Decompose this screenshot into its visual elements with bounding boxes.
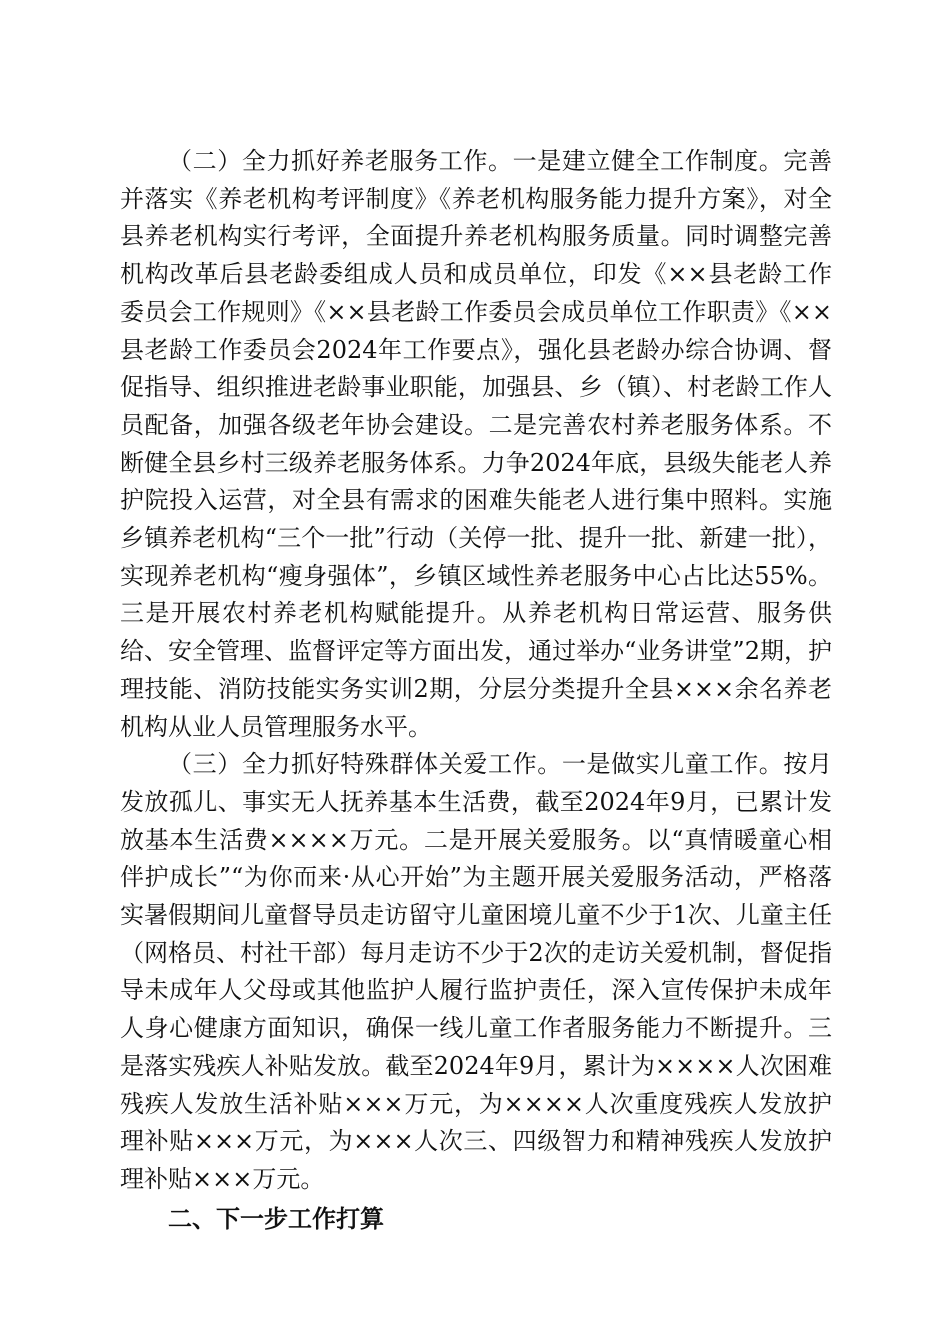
- document-body: [120, 143, 832, 1239]
- paragraph-elderly-care: （二）全力抓好养老服务工作。一是建立健全工作制度。完善并落实《养老机构考评制度》《养老机构服务能力提升方案》，对全县养老机构实行考评，全面提升养老机构服务质量。同时调整完善机构改革后县老龄委组成人员和成员单位，印发《××县老龄工作委员会工作规则》《××县老龄工作委员会成员单位工作职责》《××县老龄工作委员会2024年工作要点》，强化县老龄办综合协调、督促指导、组织推进老龄事业职能，加强县、乡（镇）、村老龄工作人员配备，加强各级老年协会建设。二是完善农村养老服务体系。不断健全县乡村三级养老服务体系。力争2024年底，县级失能老人养护院投入运营，对全县有需求的困难失能老人进行集中照料。实施乡镇养老机构“三个一批”行动（关停一批、提升一批、新建一批），实现养老机构“瘦身强体”，乡镇区域性养老服务中心占比达55%。三是开展农村养老机构赋能提升。从养老机构日常运营、服务供给、安全管理、监督评定等方面出发，通过举办“业务讲堂”2期，护理技能、消防技能实务实训2期，分层分类提升全县×××余名养老机构从业人员管理服务水平。: [120, 147, 832, 741]
- paragraph-special-groups: （三）全力抓好特殊群体关爱工作。一是做实儿童工作。按月发放孤儿、事实无人抚养基本生活费，截至2024年9月，已累计发放基本生活费××××万元。二是开展关爱服务。以“真情暖童心相伴护成长”“为你而来·从心开始”为主题开展关爱服务活动，严格落实暑假期间儿童督导员走访留守儿童困境儿童不少于1次、儿童主任（网格员、村社干部）每月走访不少于2次的走访关爱机制，督促指导未成年人父母或其他监护人履行监护责任，深入宣传保护未成年人身心健康方面知识，确保一线儿童工作者服务能力不断提升。三是落实残疾人补贴发放。截至2024年9月，累计为××××人次困难残疾人发放生活补贴×××万元，为××××人次重度残疾人发放护理补贴×××万元，为×××人次三、四级智力和精神残疾人发放护理补贴×××万元。: [120, 750, 832, 1193]
- section-heading-next-steps: 二、下一步工作打算: [168, 1204, 384, 1233]
